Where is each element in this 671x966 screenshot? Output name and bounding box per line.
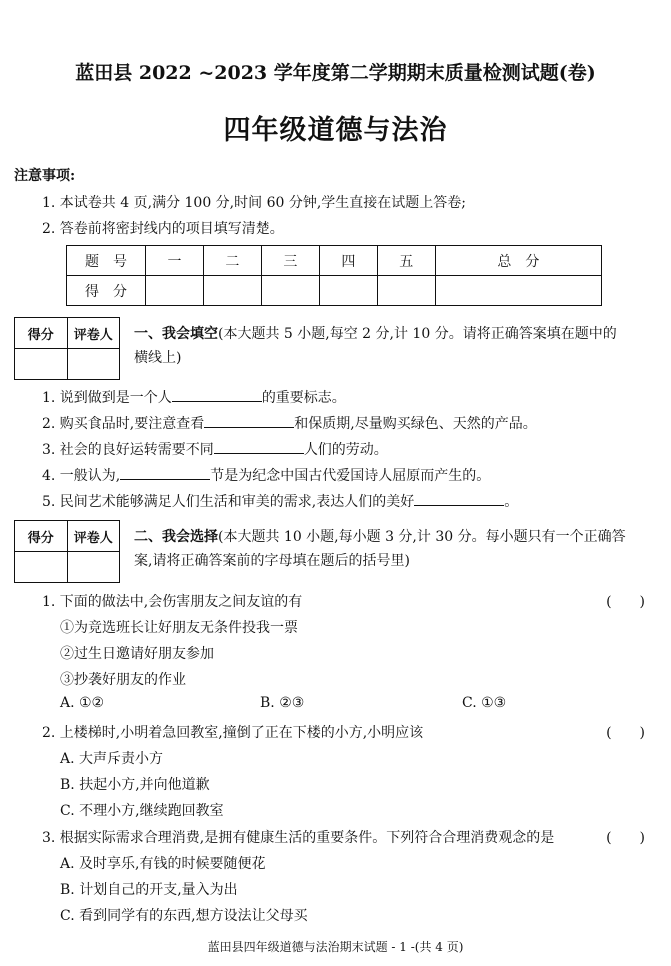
q1-option-a: A. ①② — [60, 695, 105, 711]
grader-reviewer-label: 评卷人 — [67, 521, 120, 552]
grader-box-2 — [14, 520, 120, 583]
fill-question-2: 2. 购买食品时,要注意查看 和保质期,尽量购买绿色、天然的产品。 — [42, 413, 537, 433]
grader-score-label: 得分 — [15, 521, 68, 552]
q3-option-b: B. 计划自己的开支,量入为出 — [60, 882, 238, 898]
score-table-header-cell: 一 — [146, 246, 204, 276]
q3-option-c: C. 看到同学有的东西,想方设法让父母买 — [60, 908, 308, 924]
score-cell — [261, 276, 319, 306]
section2-desc-cont: 案,请将正确答案前的字母填在题后的括号里) — [134, 553, 410, 569]
answer-blank[interactable] — [120, 465, 210, 480]
choice-question-2-stem: 2. 上楼梯时,小明着急回教室,撞倒了正在下楼的小方,小明应该 — [42, 725, 424, 741]
notice-item-2: 2. 答卷前将密封线内的项目填写清楚。 — [42, 221, 284, 237]
answer-blank[interactable] — [414, 491, 504, 506]
fill-question-3: 3. 社会的良好运转需要不同 人们的劳动。 — [42, 439, 388, 459]
score-cell — [377, 276, 435, 306]
section1-header — [134, 322, 617, 346]
grader-score-cell — [15, 349, 68, 380]
q1-option-c: C. ①③ — [462, 695, 507, 711]
score-table-header-cell: 二 — [203, 246, 261, 276]
grader-reviewer-label: 评卷人 — [67, 318, 120, 349]
score-table-header-cell: 五 — [377, 246, 435, 276]
grader-box-1 — [14, 317, 120, 380]
q1-sub-item: ①为竞选班长让好朋友无条件投我一票 — [60, 620, 298, 636]
fill-question-4: 4. 一般认为, 节是为纪念中国古代爱国诗人屈原而产生的。 — [42, 465, 490, 485]
q2-option-b: B. 扶起小方,并向他道歉 — [60, 777, 210, 793]
score-table-header-cell: 总 分 — [435, 246, 601, 276]
score-cell — [203, 276, 261, 306]
score-table — [66, 245, 602, 306]
exam-title: 蓝田县 2022 ~2023 学年度第二学期期末质量检测试题(卷) — [75, 62, 596, 84]
section1-desc: (本大题共 5 小题,每空 2 分,计 10 分。请将正确答案填在题中的 — [218, 326, 617, 342]
grader-score-cell — [15, 552, 68, 583]
score-table-header-cell: 题 号 — [67, 246, 146, 276]
score-table-row-label: 得 分 — [67, 276, 146, 306]
answer-blank[interactable] — [214, 439, 304, 454]
page-footer: 蓝田县四年级道德与法治期末试题 - 1 -(共 4 页) — [207, 940, 464, 954]
score-cell — [319, 276, 377, 306]
grader-reviewer-cell — [67, 552, 120, 583]
q1-option-b: B. ②③ — [260, 695, 305, 711]
fill-question-1: 1. 说到做到是一个人 的重要标志。 — [42, 387, 346, 407]
score-table-header-cell: 三 — [261, 246, 319, 276]
q2-option-c: C. 不理小方,继续跑回教室 — [60, 803, 224, 819]
score-cell — [146, 276, 204, 306]
subject-title: 四年级道德与法治 — [223, 115, 448, 146]
fill-question-5: 5. 民间艺术能够满足人们生活和审美的需求,表达人们的美好 。 — [42, 491, 518, 511]
q1-sub-item: ③抄袭好朋友的作业 — [60, 672, 186, 688]
answer-blank[interactable] — [204, 413, 294, 428]
q1-sub-item: ②过生日邀请好朋友参加 — [60, 646, 214, 662]
section2-desc: (本大题共 10 小题,每小题 3 分,计 30 分。每小题只有一个正确答 — [218, 529, 626, 545]
choice-question-3-stem: 3. 根据实际需求合理消费,是拥有健康生活的重要条件。下列符合合理消费观念的是 — [42, 830, 555, 846]
answer-blank[interactable] — [172, 387, 262, 402]
section2-header — [134, 525, 626, 549]
answer-paren-2[interactable]: ( ) — [606, 725, 645, 741]
section1-heading: 一、我会填空 — [134, 326, 218, 342]
section1-desc-cont: 横线上) — [134, 350, 182, 366]
score-cell — [435, 276, 601, 306]
q2-option-a: A. 大声斥责小方 — [60, 751, 164, 767]
section2-heading: 二、我会选择 — [134, 529, 218, 545]
notice-item-1: 1. 本试卷共 4 页,满分 100 分,时间 60 分钟,学生直接在试题上答卷; — [42, 195, 467, 211]
q3-option-a: A. 及时享乐,有钱的时候要随便花 — [60, 856, 266, 872]
answer-paren-1[interactable]: ( ) — [606, 594, 645, 610]
choice-question-1-stem: 1. 下面的做法中,会伤害朋友之间友谊的有 — [42, 594, 303, 610]
answer-paren-3[interactable]: ( ) — [606, 830, 645, 846]
grader-score-label: 得分 — [15, 318, 68, 349]
notice-heading: 注意事项: — [14, 168, 76, 184]
grader-reviewer-cell — [67, 349, 120, 380]
score-table-header-cell: 四 — [319, 246, 377, 276]
